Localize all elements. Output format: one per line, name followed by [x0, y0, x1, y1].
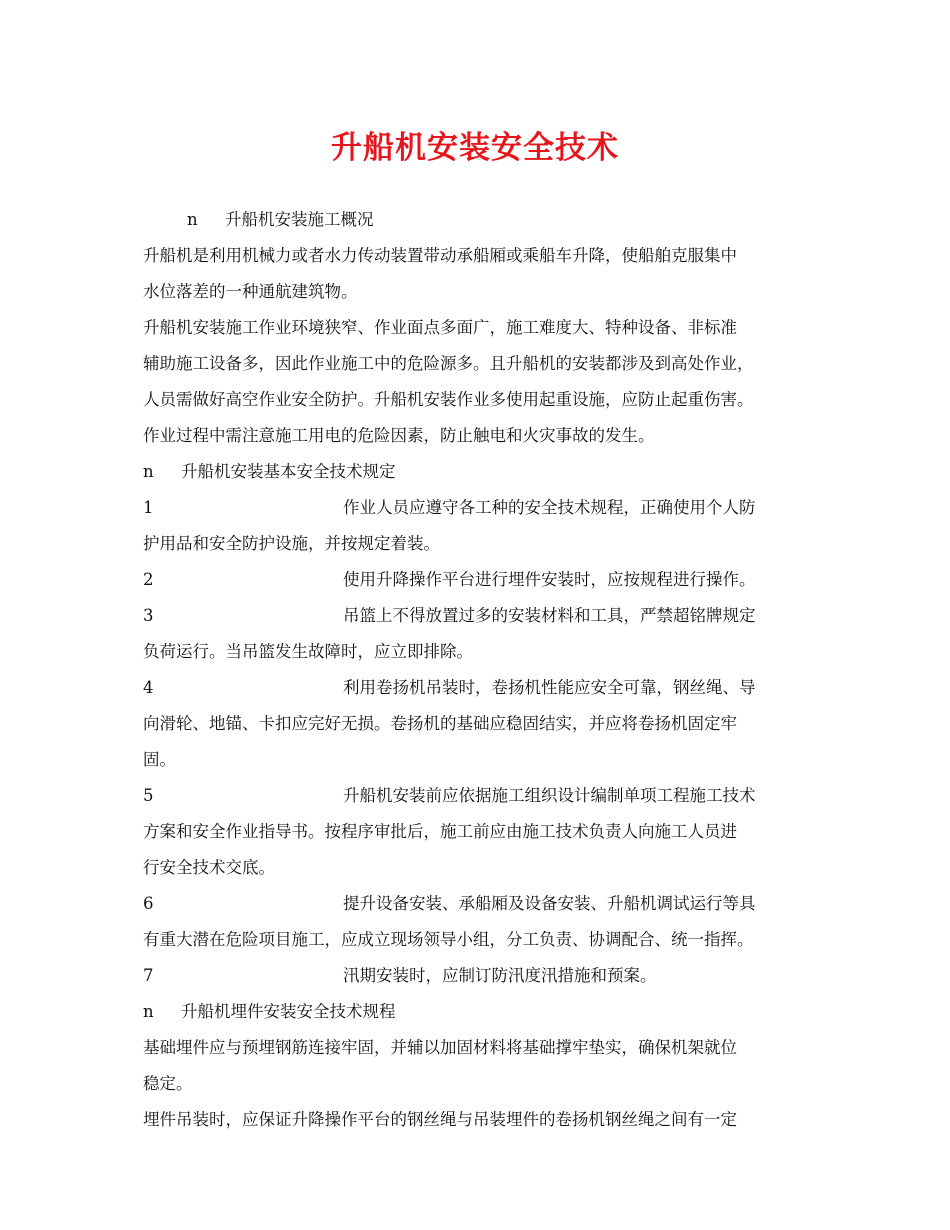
list-item [143, 778, 823, 814]
list-item [143, 958, 823, 994]
item-continuation: 负荷运行。当吊篮发生故障时，应立即排除。 [143, 642, 473, 661]
item-continuation: 有重大潜在危险项目施工，应成立现场领导小组，分工负责、协调配合、统一指挥。 [143, 930, 754, 949]
paragraph-line: 人员需做好高空作业安全防护。升船机安装作业多使用起重设施，应防止起重伤害。 [143, 390, 754, 409]
item-number: 6 [143, 894, 154, 913]
item-text: 吊篮上不得放置过多的安装材料和工具，严禁超铭牌规定 [343, 606, 756, 625]
paragraph-line: 水位落差的一种通航建筑物。 [143, 282, 358, 301]
item-number: 3 [143, 606, 154, 625]
section-heading-text: 升船机安装施工概况 [225, 210, 374, 229]
item-number: 4 [143, 678, 154, 697]
section-heading-text: 升船机安装基本安全技术规定 [181, 462, 396, 481]
item-continuation: 护用品和安全防护设施，并按规定着装。 [143, 534, 440, 553]
item-text: 升船机安装前应依据施工组织设计编制单项工程施工技术 [343, 786, 756, 805]
bullet-marker: n [143, 1002, 154, 1021]
paragraph-line: 埋件吊装时，应保证升降操作平台的钢丝绳与吊装埋件的卷扬机钢丝绳之间有一定 [143, 1110, 737, 1129]
item-continuation: 方案和安全作业指导书。按程序审批后，施工前应由施工技术负责人向施工人员进 [143, 822, 737, 841]
section-heading [143, 454, 823, 490]
document-body [143, 202, 823, 1138]
paragraph-line: 作业过程中需注意施工用电的危险因素，防止触电和火灾事故的发生。 [143, 426, 655, 445]
item-continuation: 向滑轮、地锚、卡扣应完好无损。卷扬机的基础应稳固结实，并应将卷扬机固定牢 [143, 714, 737, 733]
bullet-marker: n [187, 210, 198, 229]
item-continuation: 行安全技术交底。 [143, 858, 275, 877]
item-continuation: 固。 [143, 750, 176, 769]
item-text: 使用升降操作平台进行埋件安装时，应按规程进行操作。 [343, 570, 756, 589]
section-heading-text: 升船机埋件安装安全技术规程 [181, 1002, 396, 1021]
list-item [143, 490, 823, 526]
item-number: 1 [143, 498, 154, 517]
document-title: 升船机安装安全技术 [331, 130, 619, 166]
list-item [143, 886, 823, 922]
item-number: 7 [143, 966, 154, 985]
paragraph-line: 升船机安装施工作业环境狭窄、作业面点多面广，施工难度大、特种设备、非标准 [143, 318, 737, 337]
paragraph-line: 稳定。 [143, 1074, 193, 1093]
item-text: 作业人员应遵守各工种的安全技术规程，正确使用个人防 [343, 498, 756, 517]
item-number: 2 [143, 570, 154, 589]
list-item [143, 670, 823, 706]
paragraph-line: 升船机是利用机械力或者水力传动装置带动承船厢或乘船车升降，使船舶克服集中 [143, 246, 737, 265]
section-heading [143, 202, 823, 238]
item-text: 提升设备安装、承船厢及设备安装、升船机调试运行等具 [343, 894, 756, 913]
list-item [143, 562, 823, 598]
paragraph-line: 基础埋件应与预埋钢筋连接牢固，并辅以加固材料将基础撑牢垫实，确保机架就位 [143, 1038, 737, 1057]
bullet-marker: n [143, 462, 154, 481]
paragraph-line: 辅助施工设备多，因此作业施工中的危险源多。且升船机的安装都涉及到高处作业， [143, 354, 754, 373]
list-item [143, 598, 823, 634]
item-text: 汛期安装时，应制订防汛度汛措施和预案。 [343, 966, 657, 985]
item-number: 5 [143, 786, 154, 805]
item-text: 利用卷扬机吊装时，卷扬机性能应安全可靠，钢丝绳、导 [343, 678, 756, 697]
section-heading [143, 994, 823, 1030]
